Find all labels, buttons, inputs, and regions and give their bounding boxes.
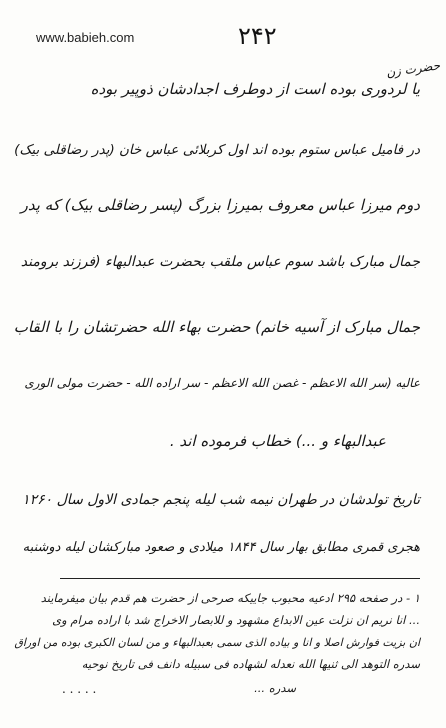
manuscript-line: هجری قمری مطابق بهار سال ۱۸۴۴ میلادی و صعود مبارکشان لیله دوشنبه bbox=[22, 540, 420, 555]
manuscript-line: جمال مبارک از آسیه خانم) حضرت بهاء الله حضرتشان را با القاب bbox=[13, 318, 420, 336]
manuscript-line: یا لردوری بوده است از دوطرف اجدادشان ذوپیر بوده bbox=[90, 80, 420, 98]
footnote-line: ان بزیت فوارش اصلا و انا و بیاده الذی سمی بعبدالبهاء و من لسان الکبری بوده من اوراق bbox=[14, 636, 420, 649]
footnote-ellipsis: . . . . . bbox=[62, 682, 97, 696]
footnote-divider bbox=[60, 578, 420, 579]
manuscript-line: در فامیل عباس ستوم بوده اند اول کربلائی عباس خان (پدر رضاقلی بیک) bbox=[14, 142, 420, 158]
margin-note: حضرت زن bbox=[385, 58, 441, 80]
footnote-line: ۱ - در صفحه ۲۹۵ ادعیه محبوب جاییکه صرحی از حضرت هم قدم بیان میفرمایند bbox=[40, 591, 420, 605]
manuscript-line: عبدالبهاء و ...) خطاب فرموده اند . bbox=[169, 432, 386, 450]
site-url: www.babieh.com bbox=[36, 30, 135, 45]
footnote-line: سدره ... bbox=[254, 681, 296, 695]
manuscript-line: جمال مبارک باشد سوم عباس ملقب بحضرت عبدالبهاء (فرزند برومند bbox=[20, 254, 420, 270]
footnote-line: ... انا نریم ان نزلت عین الابداع مشهود و للابصار الاخراج شد با اراده مرام وی bbox=[52, 613, 420, 627]
page-number: ۲۴۲ bbox=[238, 22, 277, 50]
footnote-line: سدره التوهد الی ثنیها الله نعدله لشهاده فی سبیله دانف فی تاریخ نوحیه bbox=[81, 657, 420, 671]
manuscript-line: عالیه (سر الله الاعظم - غصن الله الاعظم - سر اراده الله - حضرت مولی الوری bbox=[24, 376, 420, 390]
manuscript-line: دوم میرزا عباس معروف بمیرزا بزرگ (پسر رضاقلی بیک) که پدر bbox=[20, 196, 420, 214]
manuscript-line: تاریخ تولدشان در طهران نیمه شب لیله پنجم جمادی الاول سال ۱۲۶۰ bbox=[22, 492, 420, 508]
